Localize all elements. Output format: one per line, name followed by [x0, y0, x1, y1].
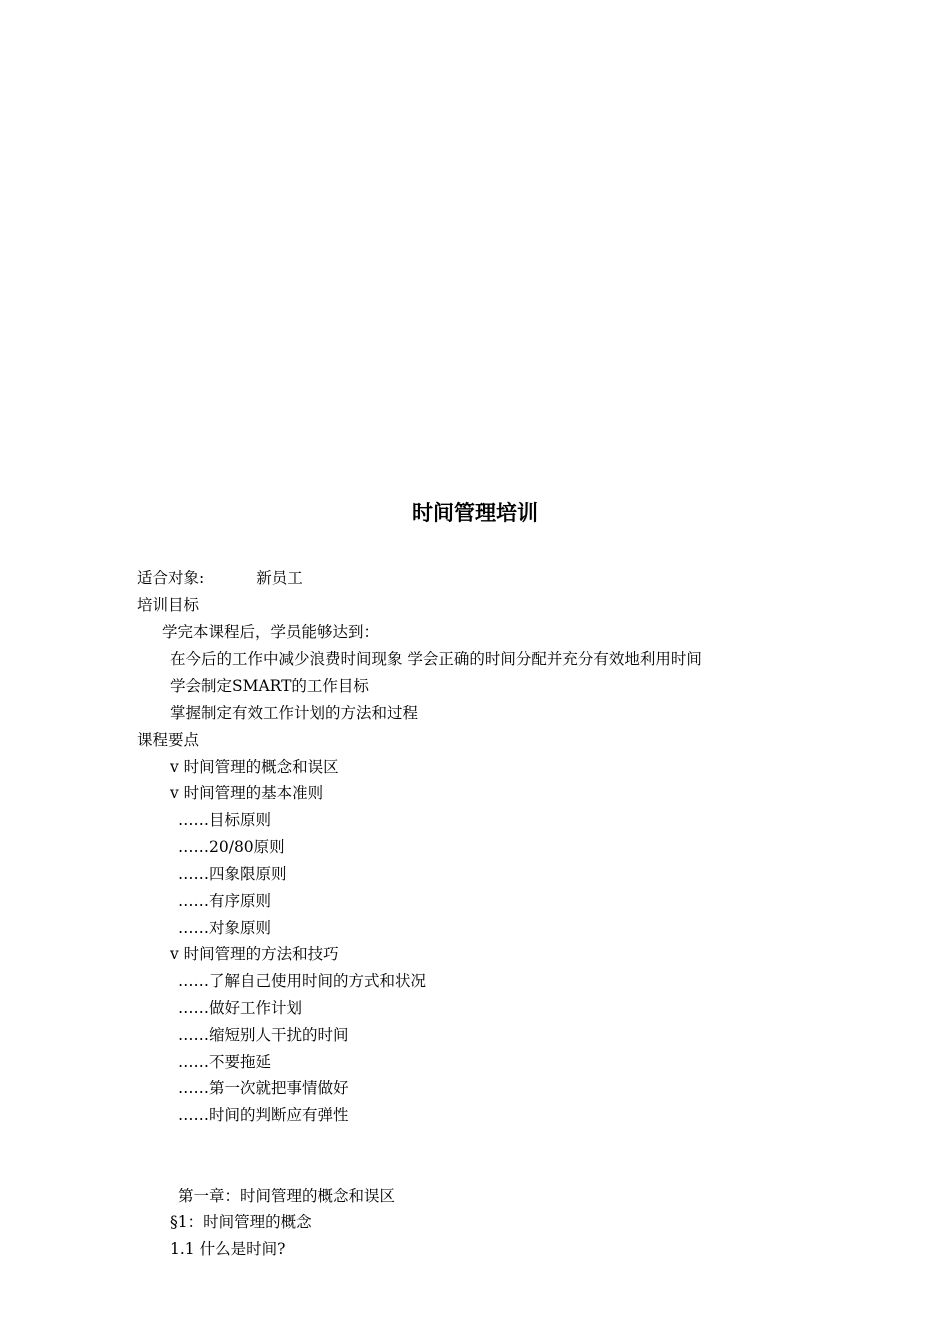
chapter-section: §1：时间管理的概念 — [170, 1213, 312, 1231]
outline-item: ……目标原则 — [178, 811, 272, 829]
outline-heading: 课程要点 — [137, 731, 200, 749]
document-title: 时间管理培训 — [412, 501, 538, 525]
chapter-title: 第一章：时间管理的概念和误区 — [178, 1187, 396, 1205]
outline-item: ……第一次就把事情做好 — [178, 1079, 349, 1097]
outline-item: ……了解自己使用时间的方式和状况 — [178, 972, 427, 990]
audience-row — [137, 567, 303, 589]
objective-item: 在今后的工作中减少浪费时间现象 学会正确的时间分配并充分有效地利用时间 — [170, 650, 702, 668]
chapter-subsection: 1.1 什么是时间? — [170, 1240, 286, 1258]
outline-item: ……20/80原则 — [178, 838, 285, 856]
outline-section: v 时间管理的基本准则 — [170, 784, 324, 802]
objective-item: 掌握制定有效工作计划的方法和过程 — [170, 704, 419, 722]
objectives-heading: 培训目标 — [137, 596, 200, 614]
objectives-intro: 学完本课程后，学员能够达到： — [162, 623, 380, 641]
outline-item: ……做好工作计划 — [178, 999, 303, 1017]
outline-section: v 时间管理的方法和技巧 — [170, 945, 339, 963]
outline-item: ……对象原则 — [178, 919, 272, 937]
objective-item: 学会制定SMART的工作目标 — [170, 677, 369, 695]
outline-item: ……有序原则 — [178, 892, 272, 910]
audience-label: 适合对象: — [137, 569, 205, 587]
outline-item: ……缩短别人干扰的时间 — [178, 1026, 349, 1044]
audience-value: 新员工 — [256, 569, 303, 587]
outline-item: ……四象限原则 — [178, 865, 287, 883]
outline-item: ……不要拖延 — [178, 1053, 272, 1071]
outline-item: ……时间的判断应有弹性 — [178, 1106, 349, 1124]
outline-section: v 时间管理的概念和误区 — [170, 758, 339, 776]
